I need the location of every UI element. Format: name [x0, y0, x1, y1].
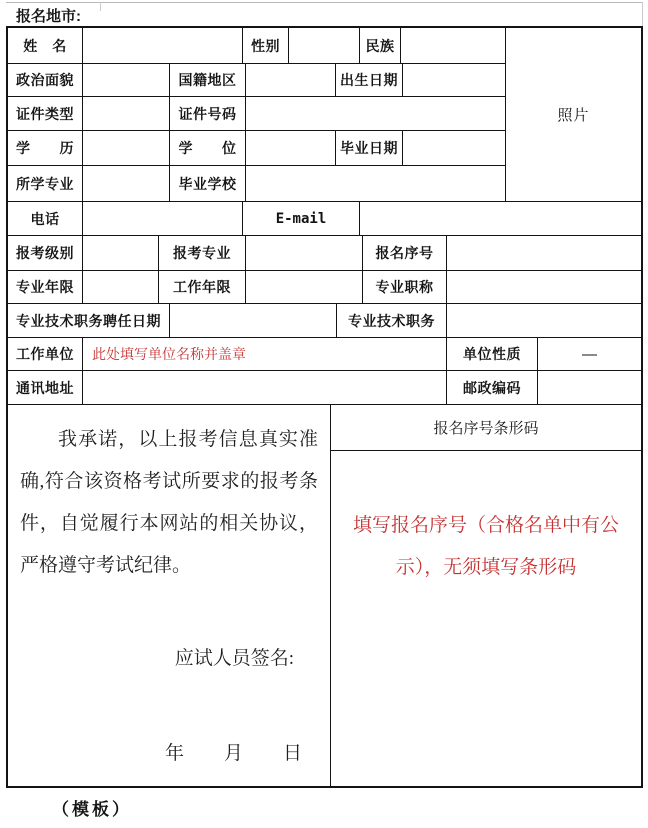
personal-info-section [8, 28, 641, 202]
row-exam-level [8, 236, 641, 271]
exam-major-value-cell [246, 236, 363, 270]
work-unit-label: 工作单位 [8, 338, 83, 370]
tech-position-date-value-cell [170, 304, 337, 337]
exam-level-label: 报考级别 [8, 236, 83, 270]
row-name [8, 28, 505, 64]
date-month-label: 月 [223, 743, 243, 764]
education-value-cell [83, 131, 170, 165]
education-label: 学 历 [8, 131, 83, 165]
declaration-text: 我承诺，以上报考信息真实准确,符合该资格考试所要求的报考条件，自觉履行本网站的相关协议，严格遵守考试纪律。 [20, 429, 318, 576]
row-education [8, 131, 505, 166]
barcode-note: 填写报名序号（合格名单中有公示），无须填写条形码 [352, 515, 619, 578]
registration-number-value-cell [447, 236, 641, 270]
graduation-school-label: 毕业学校 [170, 166, 246, 201]
email-value-cell [360, 202, 641, 235]
id-number-value-cell [246, 97, 505, 130]
signature-label: 应试人员签名: [174, 648, 294, 669]
registration-number-label: 报名序号 [363, 236, 447, 270]
date-line [20, 738, 318, 765]
row-work-unit [8, 338, 641, 371]
id-type-value-cell [83, 97, 170, 130]
gender-value-cell [289, 28, 360, 63]
barcode-title: 报名序号条形码 [331, 405, 641, 451]
row-professional-years [8, 271, 641, 304]
birth-date-value-cell [403, 64, 505, 96]
work-years-value-cell [246, 271, 363, 303]
mailing-address-label: 通讯地址 [8, 371, 83, 404]
major-label: 所学专业 [8, 166, 83, 201]
id-type-label: 证件类型 [8, 97, 83, 130]
ethnicity-value-cell [401, 28, 505, 63]
mailing-address-value-cell [83, 371, 447, 404]
exam-major-label: 报考专业 [159, 236, 246, 270]
barcode-column [331, 405, 641, 786]
nationality-label: 国籍地区 [170, 64, 246, 96]
name-value-cell [83, 28, 243, 63]
template-footer-label: （模板） [52, 800, 132, 819]
region-city-label: 报名地市: [16, 8, 81, 25]
photo-placeholder: 照片 [557, 107, 590, 124]
scan-line-right [642, 2, 643, 26]
row-political-status [8, 64, 505, 97]
row-id-type [8, 97, 505, 131]
row-tech-position-date [8, 304, 641, 338]
date-year-label: 年 [164, 743, 184, 764]
graduation-school-value-cell [246, 166, 505, 201]
declaration-section [8, 405, 641, 786]
phone-value-cell [83, 202, 243, 235]
row-phone [8, 202, 641, 236]
work-years-label: 工作年限 [159, 271, 246, 303]
political-status-label: 政治面貌 [8, 64, 83, 96]
date-day-label: 日 [282, 743, 302, 764]
name-label: 姓 名 [8, 28, 83, 63]
work-unit-note: 此处填写单位名称并盖章 [83, 338, 447, 370]
professional-years-label: 专业年限 [8, 271, 83, 303]
tech-position-label: 专业技术职务 [337, 304, 447, 337]
declaration-cell [8, 405, 331, 786]
postal-code-label: 邮政编码 [447, 371, 538, 404]
nationality-value-cell [246, 64, 336, 96]
graduation-date-value-cell [403, 131, 505, 165]
tech-position-date-label: 专业技术职务聘任日期 [8, 304, 170, 337]
postal-code-value-cell [538, 371, 641, 404]
tech-position-value-cell [447, 304, 641, 337]
birth-date-label: 出生日期 [336, 64, 403, 96]
unit-nature-value: — [582, 345, 597, 363]
email-label: E-mail [243, 202, 360, 235]
graduation-date-label: 毕业日期 [336, 131, 403, 165]
row-mailing-address [8, 371, 641, 405]
gender-label: 性别 [243, 28, 289, 63]
unit-nature-label: 单位性质 [447, 338, 538, 370]
degree-label: 学 位 [170, 131, 246, 165]
professional-title-value-cell [447, 271, 641, 303]
phone-label: 电话 [8, 202, 83, 235]
ethnicity-label: 民族 [360, 28, 401, 63]
political-status-value-cell [83, 64, 170, 96]
scan-tick [100, 2, 101, 11]
row-major [8, 166, 505, 201]
degree-value-cell [246, 131, 336, 165]
scan-line-top [6, 2, 643, 3]
id-number-label: 证件号码 [170, 97, 246, 130]
professional-years-value-cell [83, 271, 159, 303]
personal-info-grid [8, 28, 506, 201]
major-value-cell [83, 166, 170, 201]
professional-title-label: 专业职称 [363, 271, 447, 303]
exam-level-value-cell [83, 236, 159, 270]
registration-form-table [6, 26, 643, 788]
